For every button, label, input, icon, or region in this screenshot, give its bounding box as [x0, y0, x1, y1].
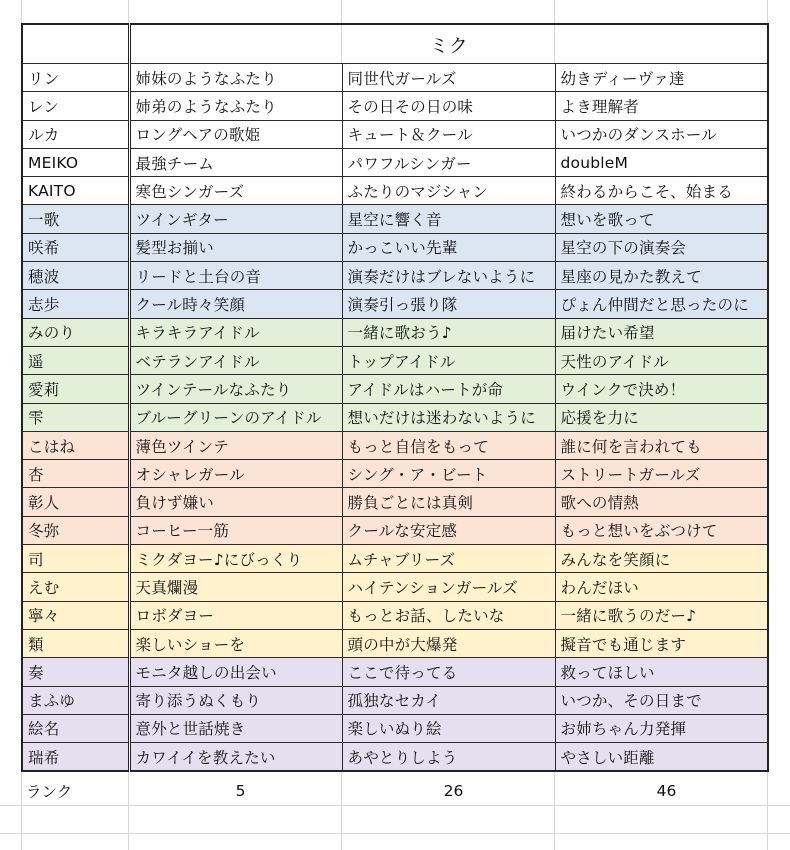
title-cell-2[interactable]: 演奏引っ張り隊: [342, 290, 555, 318]
character-name-cell[interactable]: 奏: [22, 658, 129, 686]
title-cell-2[interactable]: 楽しいぬり絵: [342, 714, 555, 742]
title-cell-2[interactable]: かっこいい先輩: [342, 233, 555, 261]
title-cell-1[interactable]: ロボダヨー: [129, 601, 342, 629]
title-cell-2[interactable]: 頭の中が大爆発: [342, 629, 555, 657]
header-row: [22, 24, 768, 64]
table-row: [22, 318, 768, 346]
title-cell-3[interactable]: よき理解者: [555, 92, 768, 120]
rank-value[interactable]: 46: [656, 782, 677, 800]
title-cell-2[interactable]: 同世代ガールズ: [342, 64, 555, 92]
title-cell-3[interactable]: 天性のアイドル: [555, 346, 768, 374]
title-cell-3[interactable]: みんなを笑顔に: [555, 545, 768, 573]
character-name-cell[interactable]: 絵名: [22, 714, 129, 742]
table-row: [22, 177, 768, 205]
title-cell-1[interactable]: 意外と世話焼き: [129, 714, 342, 742]
title-cell-2[interactable]: あやとりしよう: [342, 743, 555, 772]
rank-value[interactable]: 26: [443, 782, 464, 800]
table-row: [22, 205, 768, 233]
table-row: [22, 743, 768, 772]
character-name-cell[interactable]: ルカ: [22, 120, 129, 148]
title-cell-2[interactable]: ムチャブリーズ: [342, 545, 555, 573]
corner-cell[interactable]: [22, 24, 129, 64]
title-cell-2[interactable]: その日その日の味: [342, 92, 555, 120]
character-name-cell[interactable]: 瑞希: [22, 743, 129, 772]
title-cell-2[interactable]: ふたりのマジシャン: [342, 177, 555, 205]
grid-row-line: [0, 805, 790, 806]
title-cell-3[interactable]: 幼きディーヴァ達: [555, 64, 768, 92]
character-name-cell[interactable]: 咲希: [22, 233, 129, 261]
table-row: [22, 64, 768, 92]
table-row: [22, 460, 768, 488]
title-cell-1[interactable]: ブルーグリーンのアイドル: [129, 403, 342, 431]
title-cell-1[interactable]: 最強チーム: [129, 148, 342, 176]
table-row: [22, 346, 768, 374]
character-name-cell[interactable]: 彰人: [22, 488, 129, 516]
title-cell-1[interactable]: ロングヘアの歌姫: [129, 120, 342, 148]
character-name-cell[interactable]: 司: [22, 545, 129, 573]
title-cell-3[interactable]: 星座の見かた教えて: [555, 262, 768, 290]
title-cell-3[interactable]: 擬音でも通じます: [555, 629, 768, 657]
table-row: [22, 714, 768, 742]
title-cell-2[interactable]: 一緒に歌おう♪: [342, 318, 555, 346]
title-cell-3[interactable]: やさしい距離: [555, 743, 768, 772]
title-cell-1[interactable]: 姉弟のようなふたり: [129, 92, 342, 120]
title-cell-3[interactable]: 星空の下の演奏会: [555, 233, 768, 261]
title-cell-3[interactable]: 想いを歌って: [555, 205, 768, 233]
title-cell-3[interactable]: ウインクで決め！: [555, 375, 768, 403]
table-row: [22, 601, 768, 629]
table-row: [22, 516, 768, 544]
title-cell-2[interactable]: もっと自信をもって: [342, 431, 555, 459]
title-cell-2[interactable]: 勝負ごとには真剣: [342, 488, 555, 516]
title-cell-2[interactable]: 星空に響く音: [342, 205, 555, 233]
character-name-cell[interactable]: こはね: [22, 431, 129, 459]
table-row: [22, 375, 768, 403]
title-cell-1[interactable]: 薄色ツインテ: [129, 431, 342, 459]
table-row: [22, 686, 768, 714]
title-cell-3[interactable]: 誰に何を言われても: [555, 431, 768, 459]
title-cell-3[interactable]: ぴょん仲間だと思ったのに: [555, 290, 768, 318]
title-cell-1[interactable]: 髪型お揃い: [129, 233, 342, 261]
title-cell-1[interactable]: クール時々笑顔: [129, 290, 342, 318]
table-row: [22, 92, 768, 120]
title-cell-1[interactable]: ベテランアイドル: [129, 346, 342, 374]
title-cell-2[interactable]: キュート＆クール: [342, 120, 555, 148]
rank-label[interactable]: ランク: [26, 783, 73, 801]
title-cell-1[interactable]: キラキラアイドル: [129, 318, 342, 346]
title-cell-3[interactable]: 応援を力に: [555, 403, 768, 431]
title-cell-1[interactable]: ツインギター: [129, 205, 342, 233]
character-name-cell[interactable]: 杏: [22, 460, 129, 488]
title-cell-2[interactable]: 演奏だけはブレないように: [342, 262, 555, 290]
title-cell-1[interactable]: 寄り添うぬくもり: [129, 686, 342, 714]
affinity-table: [21, 23, 769, 772]
character-name-cell[interactable]: KAITO: [22, 177, 129, 205]
character-name-cell[interactable]: 寧々: [22, 601, 129, 629]
character-name-cell[interactable]: 雫: [22, 403, 129, 431]
title-cell-2[interactable]: 孤独なセカイ: [342, 686, 555, 714]
table-row: [22, 148, 768, 176]
table-title[interactable]: ミク: [129, 24, 768, 64]
character-name-cell[interactable]: 愛莉: [22, 375, 129, 403]
title-cell-1[interactable]: リードと土台の音: [129, 262, 342, 290]
character-name-cell[interactable]: 一歌: [22, 205, 129, 233]
character-name-cell[interactable]: えむ: [22, 573, 129, 601]
table-row: [22, 573, 768, 601]
title-cell-3[interactable]: ストリートガールズ: [555, 460, 768, 488]
table-row: [22, 658, 768, 686]
table-row: [22, 431, 768, 459]
title-cell-3[interactable]: わんだほい: [555, 573, 768, 601]
title-cell-1[interactable]: ツインテールなふたり: [129, 375, 342, 403]
title-cell-1[interactable]: ミクダヨー♪にびっくり: [129, 545, 342, 573]
title-cell-3[interactable]: 届けたい希望: [555, 318, 768, 346]
character-name-cell[interactable]: MEIKO: [22, 148, 129, 176]
title-cell-1[interactable]: 寒色シンガーズ: [129, 177, 342, 205]
title-cell-2[interactable]: トップアイドル: [342, 346, 555, 374]
character-name-cell[interactable]: 穂波: [22, 262, 129, 290]
table-row: [22, 262, 768, 290]
title-cell-3[interactable]: 一緒に歌うのだー♪: [555, 601, 768, 629]
title-cell-2[interactable]: ここで待ってる: [342, 658, 555, 686]
character-name-cell[interactable]: レン: [22, 92, 129, 120]
grid-row-line: [0, 833, 790, 834]
title-cell-3[interactable]: 歌への情熱: [555, 488, 768, 516]
title-cell-2[interactable]: シング・ア・ビート: [342, 460, 555, 488]
rank-value[interactable]: 5: [235, 782, 246, 800]
character-name-cell[interactable]: 遥: [22, 346, 129, 374]
title-cell-3[interactable]: 終わるからこそ、始まる: [555, 177, 768, 205]
title-cell-2[interactable]: 想いだけは迷わないように: [342, 403, 555, 431]
table-row: [22, 629, 768, 657]
title-cell-1[interactable]: モニタ越しの出会い: [129, 658, 342, 686]
character-name-cell[interactable]: リン: [22, 64, 129, 92]
title-cell-3[interactable]: お姉ちゃん力発揮: [555, 714, 768, 742]
rank-row: [21, 777, 773, 805]
table-row: [22, 488, 768, 516]
character-name-cell[interactable]: みのり: [22, 318, 129, 346]
character-name-cell[interactable]: 志歩: [22, 290, 129, 318]
title-cell-3[interactable]: doubleM: [555, 148, 768, 176]
character-name-cell[interactable]: まふゆ: [22, 686, 129, 714]
table-row: [22, 120, 768, 148]
title-cell-1[interactable]: 負けず嫌い: [129, 488, 342, 516]
title-cell-2[interactable]: ハイテンションガールズ: [342, 573, 555, 601]
title-cell-1[interactable]: コーヒー一筋: [129, 516, 342, 544]
title-cell-2[interactable]: パワフルシンガー: [342, 148, 555, 176]
title-cell-3[interactable]: いつかのダンスホール: [555, 120, 768, 148]
title-cell-1[interactable]: カワイイを教えたい: [129, 743, 342, 772]
title-cell-2[interactable]: アイドルはハートが命: [342, 375, 555, 403]
title-cell-1[interactable]: オシャレガール: [129, 460, 342, 488]
table-row: [22, 403, 768, 431]
title-cell-2[interactable]: もっとお話、したいな: [342, 601, 555, 629]
table-row: [22, 233, 768, 261]
character-name-cell[interactable]: 冬弥: [22, 516, 129, 544]
title-cell-3[interactable]: いつか、その日まで: [555, 686, 768, 714]
title-cell-1[interactable]: 天真爛漫: [129, 573, 342, 601]
title-cell-3[interactable]: もっと想いをぶつけて: [555, 516, 768, 544]
table-row: [22, 545, 768, 573]
title-cell-1[interactable]: 姉妹のようなふたり: [129, 64, 342, 92]
title-cell-1[interactable]: 楽しいショーを: [129, 629, 342, 657]
character-name-cell[interactable]: 類: [22, 629, 129, 657]
table-row: [22, 290, 768, 318]
title-cell-2[interactable]: クールな安定感: [342, 516, 555, 544]
title-cell-3[interactable]: 救ってほしい: [555, 658, 768, 686]
